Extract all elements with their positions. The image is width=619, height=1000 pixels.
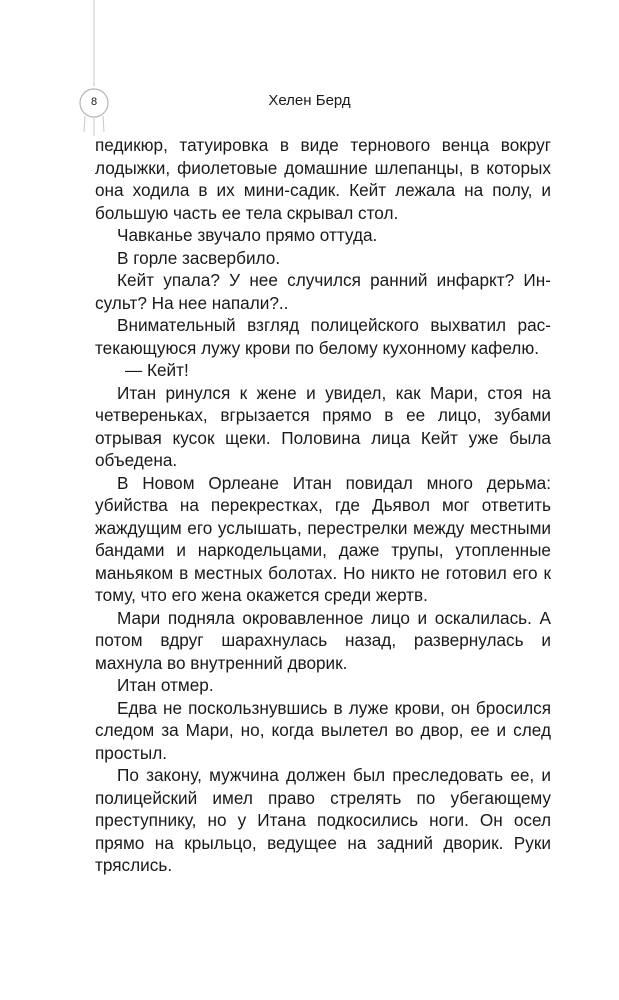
paragraph: Кейт упала? У нее случился ранний инфаркт? Инсульт? На нее напали?.. [95,270,551,313]
paragraph: Итан отмер. [117,675,214,695]
paragraph: Внимательный взгляд полицейского выхватил растекающуюся лужу крови по белому кухонному кафелю. [95,315,551,358]
paragraph: Чавканье звучало прямо оттуда. [117,225,378,245]
ornament-feather-right [103,116,104,132]
paragraph: Мари подняла окровавленное лицо и оскалилась. А потом вдруг шарахнулась назад, развернулась и махнула во внутренний дворик. [95,607,551,673]
paragraph: Итан ринулся к жене и увидел, как Мари, стоя на четвереньках, вгрызается прямо в ее лицо, зубами отрывая кусок щеки. Половина лица Кейт уже была объедена. [95,382,551,470]
paragraph: Едва не поскользнувшись в луже крови, он бросился следом за Мари, но, когда вылетел во двор, ее и след простыл. [95,697,551,763]
ornament-feather-left [84,116,85,132]
dialogue-line: — Кейт! [125,360,189,380]
dreamcatcher-ornament [74,0,114,140]
paragraph: педикюр, татуировка в виде тернового венца вокруг лодыжки, фиолетовые домашние шлепанцы, в которых она ходила в их мини-садик. Кейт лежала на полу, и большую часть ее тела скрывал стол. [95,135,551,223]
paragraph: По закону, мужчина должен был преследовать ее, и полицейский имел право стрелять по убегающему преступнику, но у Итана подкосились ноги. Он осел прямо на крыльцо, ведущее на задний дворик. Руки тряслись. [95,765,551,875]
paragraph: В Новом Орлеане Итан повидал много дерьма: убийства на перекрестках, где Дьявол мог ответить жаждущим его услышать, перестрелки между местными бандами и наркодельцами, даже трупы, утопленные маньяком в местных болотах. Но никто не готовил его к тому, что его жена окажется среди жертв. [95,472,551,605]
paragraph: В горле засвербило. [117,247,281,268]
body-text [95,134,551,877]
running-header-author: Хелен Берд [268,92,351,109]
page-number: 8 [90,96,98,108]
